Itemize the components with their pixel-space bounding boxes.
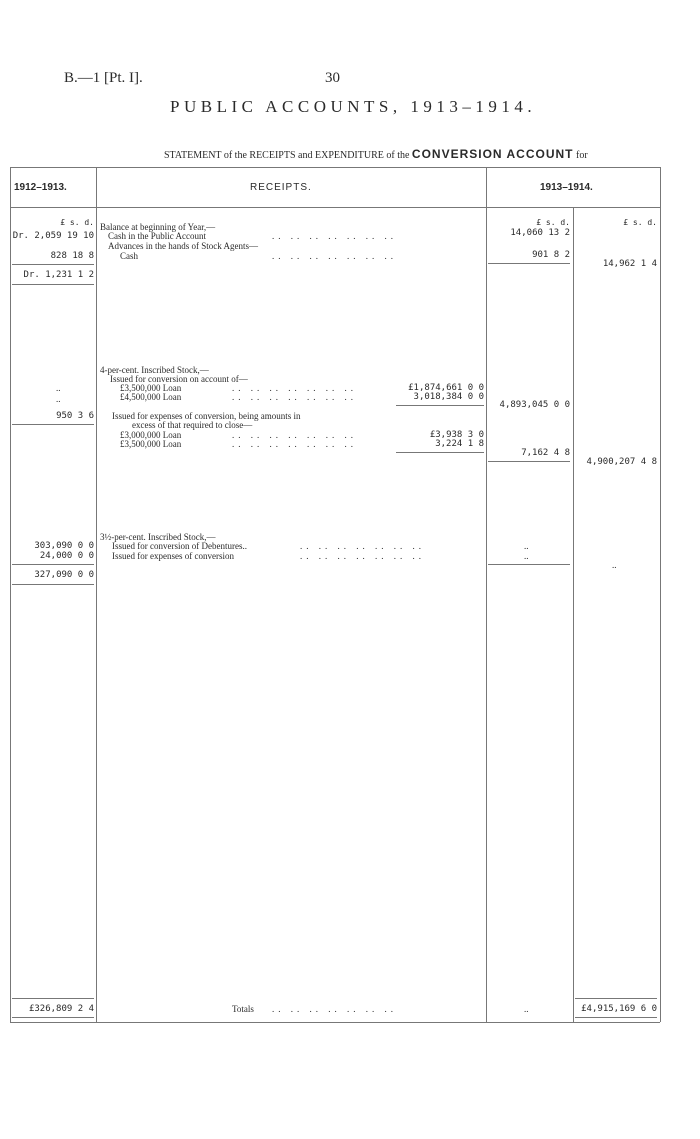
statement-heading: [164, 147, 588, 161]
statement-part: and: [298, 150, 313, 161]
left-total-rule: [12, 284, 94, 285]
right-balance-total: 14,962 1 4: [602, 259, 657, 269]
expenses-subtotal-rule: [396, 452, 484, 453]
table-bottom-rule: [10, 1022, 660, 1023]
conversion-subtotal: 4,893,045 0 0: [499, 400, 570, 410]
expenses-heading: Issued for expenses of conversion, being amounts in: [112, 411, 301, 421]
right-dots: ..: [612, 560, 617, 570]
leader-dots: .. .. .. .. .. .. ..: [232, 430, 357, 440]
right-grand-total: £4,915,169 6 0: [581, 1004, 657, 1014]
page-number: 30: [325, 70, 340, 86]
left-totals-double-rule: [12, 1017, 94, 1018]
statement-part: of the: [386, 150, 410, 161]
mid-cash-value: 14,060 13 2: [510, 228, 570, 238]
left-four-percent-rule: [12, 424, 94, 425]
three-half-heading: 3½-per-cent. Inscribed Stock,—: [100, 532, 216, 542]
statement-part: STATEMENT of the: [164, 150, 247, 161]
left-advances-value: 828 18 8: [50, 251, 94, 261]
debentures-label: Issued for conversion of Debentures..: [112, 541, 247, 551]
left-three-half-total-rule: [12, 584, 94, 585]
page-top: [0, 0, 700, 1]
leader-dots: .. .. .. .. .. .. ..: [232, 439, 357, 449]
col-rule-2: [486, 167, 487, 1022]
currency-left: £ s. d.: [60, 218, 94, 227]
balance-heading: Balance at beginning of Year,—: [100, 222, 216, 232]
currency-right: £ s. d.: [623, 218, 657, 227]
leader-dots: .. .. .. .. .. .. ..: [232, 392, 357, 402]
left-totals-rule: [12, 998, 94, 999]
cash-public-account-label: Cash in the Public Account: [108, 231, 206, 241]
statement-part: for: [575, 150, 588, 161]
left-three-half-expenses-value: 24,000 0 0: [39, 551, 94, 561]
mid-dots: ..: [524, 541, 529, 551]
loan3-label: £3,000,000 Loan: [120, 430, 182, 440]
left-balance-total: Dr. 1,231 1 2: [23, 270, 94, 280]
right-totals-rule: [575, 998, 657, 999]
loan4-amount: 3,224 1 8: [435, 439, 484, 449]
four-percent-total: 4,900,207 4 8: [586, 457, 657, 467]
left-three-half-total: 327,090 0 0: [34, 570, 94, 580]
left-four-percent-value: 950 3 6: [56, 411, 94, 421]
col-header-right-year: 1913–1914.: [540, 182, 593, 193]
col-rule-right: [660, 167, 661, 1022]
col-rule-left: [10, 167, 11, 1022]
left-cash-value: Dr. 2,059 19 10: [12, 231, 94, 241]
expenses-heading-2: excess of that required to close—: [132, 420, 253, 430]
advances-label: Advances in the hands of Stock Agents—: [108, 241, 258, 251]
conversion-heading: Issued for conversion on account of—: [110, 374, 248, 384]
loan1-label: £3,500,000 Loan: [120, 383, 182, 393]
loan3-amount: £3,938 3 0: [429, 430, 484, 440]
currency-mid: £ s. d.: [536, 218, 570, 227]
leader-dots: .. .. .. .. .. .. ..: [272, 1004, 397, 1014]
leader-dots: .. .. .. .. .. .. ..: [300, 541, 425, 551]
loans-subtotal-rule: [396, 405, 484, 406]
left-dots: ..: [56, 394, 61, 404]
advances-cash-label: Cash: [120, 251, 138, 261]
statement-part: EXPENDITURE: [314, 150, 384, 161]
loan2-label: £4,500,000 Loan: [120, 392, 182, 402]
right-totals-double-rule: [575, 1017, 657, 1018]
account-name: CONVERSION ACCOUNT: [411, 147, 574, 161]
leader-dots: .. .. .. .. .. .. ..: [272, 231, 397, 241]
four-percent-heading: 4-per-cent. Inscribed Stock,—: [100, 365, 209, 375]
loan4-label: £3,500,000 Loan: [120, 439, 182, 449]
totals-label: Totals: [232, 1004, 254, 1014]
col-rule-3: [573, 207, 574, 1022]
left-debentures-value: 303,090 0 0: [34, 541, 94, 551]
col-header-left-year: 1912–1913.: [14, 182, 67, 193]
table-top-rule: [10, 167, 660, 168]
loan1-amount: £1,874,661 0 0: [408, 383, 484, 393]
page-title: PUBLIC ACCOUNTS, 1913–1914.: [170, 97, 537, 116]
col-rule-1: [96, 167, 97, 1022]
mid-subtotal-rule: [488, 263, 570, 264]
table-header-rule: [10, 207, 660, 208]
left-dots: ..: [56, 383, 61, 393]
leader-dots: .. .. .. .. .. .. ..: [300, 551, 425, 561]
mid-three-half-rule: [488, 564, 570, 565]
statement-part: RECEIPTS: [249, 150, 296, 161]
expenses-subtotal: 7,162 4 8: [521, 448, 570, 458]
mid-advances-value: 901 8 2: [532, 250, 570, 260]
leader-dots: .. .. .. .. .. .. ..: [232, 383, 357, 393]
left-three-half-rule: [12, 564, 94, 565]
mid-four-percent-rule: [488, 461, 570, 462]
left-grand-total: £326,809 2 4: [28, 1004, 94, 1014]
loan2-amount: 3,018,384 0 0: [413, 392, 484, 402]
leader-dots: .. .. .. .. .. .. ..: [272, 251, 397, 261]
left-subtotal-rule: [12, 264, 94, 265]
totals-mid-dots: ..: [524, 1004, 529, 1014]
col-header-receipts: RECEIPTS.: [250, 182, 312, 193]
three-half-expenses-label: Issued for expenses of conversion: [112, 551, 234, 561]
page-ref: B.—1 [Pt. I].: [64, 70, 143, 86]
mid-dots: ..: [524, 551, 529, 561]
